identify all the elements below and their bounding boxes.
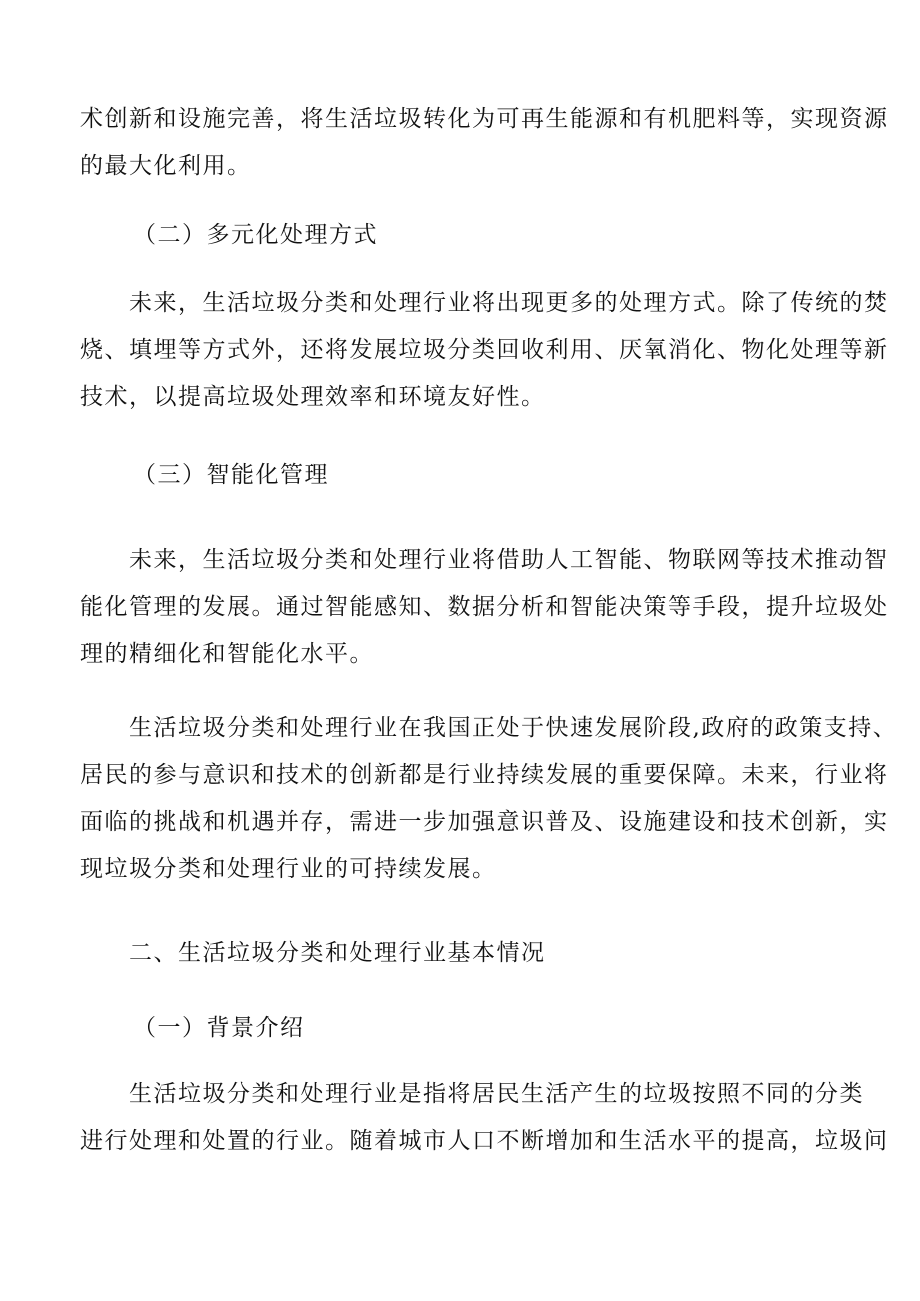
paragraph-diversified-treatment [80,280,889,421]
paragraph-line: 未来，生活垃圾分类和处理行业将借助人工智能、物联网等技术推动智 [129,547,889,573]
paragraph-line: 能化管理的发展。通过智能感知、数据分析和智能决策等手段，提升垃圾处 [80,594,889,620]
paragraph-line: 烧、填埋等方式外，还将发展垃圾分类回收利用、厌氧消化、物化处理等新 [80,337,889,363]
paragraph-background [80,1071,889,1165]
paragraph-line: 进行处理和处置的行业。随着城市人口不断增加和生活水平的提高，垃圾问 [80,1128,889,1154]
paragraph-line: 现垃圾分类和处理行业的可持续发展。 [80,856,497,882]
paragraph-line: 面临的挑战和机遇并存，需进一步加强意识普及、设施建设和技术创新，实 [80,809,889,835]
paragraph-line: 技术，以提高垃圾处理效率和环境友好性。 [80,384,546,410]
paragraph-line: 理的精细化和智能化水平。 [80,641,374,667]
paragraph-industry-summary [80,705,897,893]
paragraph-line: 术创新和设施完善，将生活垃圾转化为可再生能源和有机肥料等，实现资源 [80,106,889,132]
heading-section-two: 二、生活垃圾分类和处理行业基本情况 [129,940,546,966]
paragraph-intelligent-management [80,537,889,678]
paragraph-line: 居民的参与意识和技术的创新都是行业持续发展的重要保障。未来，行业将 [80,762,889,788]
paragraph-line: 生活垃圾分类和处理行业是指将居民生活产生的垃圾按照不同的分类 [129,1081,864,1107]
heading-intelligent-management: （三）智能化管理 [133,462,329,488]
paragraph-line: 生活垃圾分类和处理行业在我国正处于快速发展阶段,政府的政策支持、 [129,715,898,741]
heading-diversified-treatment: （二）多元化处理方式 [133,222,378,248]
heading-background: （一）背景介绍 [133,1015,305,1041]
paragraph-line: 未来，生活垃圾分类和处理行业将出现更多的处理方式。除了传统的焚 [129,290,889,316]
paragraph-line: 的最大化利用。 [80,153,252,179]
paragraph-resource-utilization [80,96,889,190]
